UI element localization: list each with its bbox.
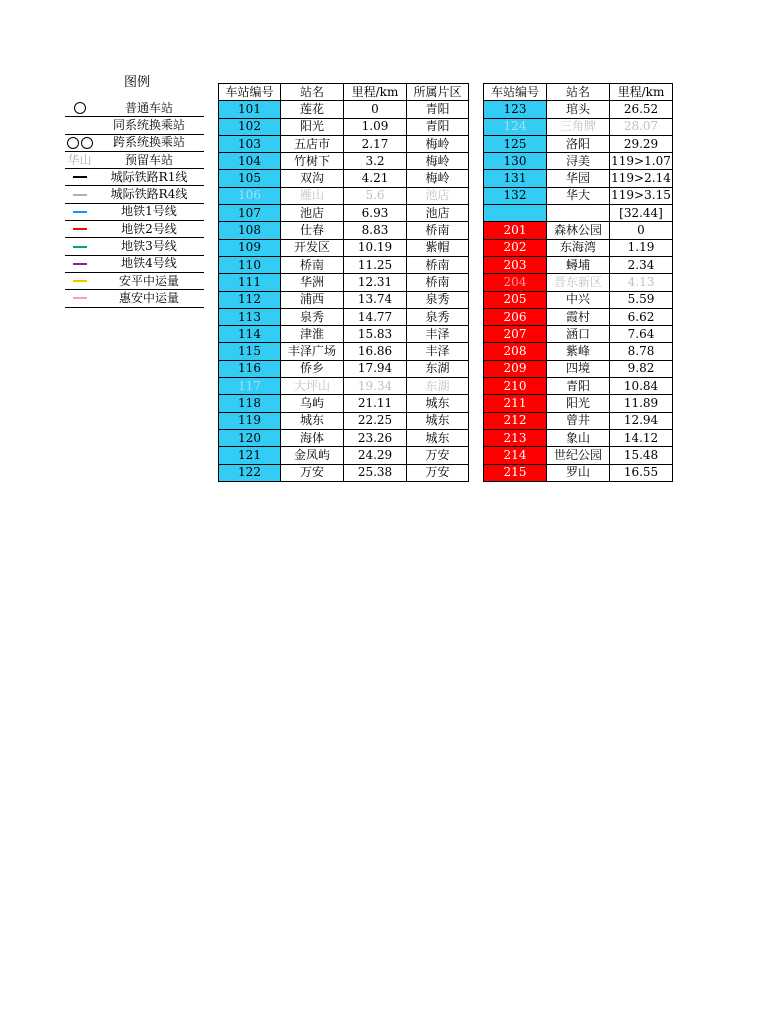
station-name-cell: 金凤屿 xyxy=(281,447,344,464)
station-name-cell: 城东 xyxy=(281,412,344,429)
station-id-cell: 208 xyxy=(484,343,547,360)
mileage-cell: 17.94 xyxy=(344,360,407,377)
station-name-cell: 华洲 xyxy=(281,274,344,291)
legend-row xyxy=(65,186,204,203)
district-cell: 东湖 xyxy=(407,360,469,377)
station-name-cell: 世纪公园 xyxy=(547,447,610,464)
station-id-cell: 205 xyxy=(484,291,547,308)
mileage-cell: 10.84 xyxy=(610,378,673,395)
table-row xyxy=(484,256,673,273)
table-row xyxy=(484,447,673,464)
table-row xyxy=(219,187,469,204)
legend-row xyxy=(65,134,204,151)
mileage-cell: 5.59 xyxy=(610,291,673,308)
station-name-cell: 仕春 xyxy=(281,222,344,239)
mileage-cell: 14.12 xyxy=(610,429,673,446)
station-name-cell: 泉秀 xyxy=(281,308,344,325)
legend-symbol xyxy=(65,100,94,117)
station-id-cell: 207 xyxy=(484,326,547,343)
table-row xyxy=(219,274,469,291)
mileage-cell: 119>1.07 xyxy=(610,153,673,170)
district-cell: 泉秀 xyxy=(407,291,469,308)
table-row xyxy=(219,239,469,256)
legend-table xyxy=(65,100,204,308)
mileage-cell: 7.64 xyxy=(610,326,673,343)
station-name-cell: 象山 xyxy=(547,429,610,446)
table-row xyxy=(219,343,469,360)
station-id-cell: 115 xyxy=(219,343,281,360)
station-name-cell: 大坪山 xyxy=(281,378,344,395)
legend-symbol xyxy=(65,169,94,186)
station-id-cell: 102 xyxy=(219,118,281,135)
mileage-cell: 2.34 xyxy=(610,256,673,273)
station-name-cell: 霞村 xyxy=(547,308,610,325)
mileage-cell: 10.19 xyxy=(344,239,407,256)
district-cell: 城东 xyxy=(407,395,469,412)
mileage-cell: 22.25 xyxy=(344,412,407,429)
table-row xyxy=(484,343,673,360)
table-row xyxy=(219,464,469,481)
line-color-icon xyxy=(73,297,87,299)
district-cell: 桥南 xyxy=(407,274,469,291)
table-row xyxy=(219,256,469,273)
station-circle-icon xyxy=(67,137,79,149)
station-name-cell: 琯头 xyxy=(547,101,610,118)
legend-label: 同系统换乘站 xyxy=(94,117,204,134)
line-color-icon xyxy=(73,246,87,248)
table-row xyxy=(219,291,469,308)
legend-label: 普通车站 xyxy=(94,100,204,117)
station-name-cell: 紫峰 xyxy=(547,343,610,360)
station-name-cell: 阳光 xyxy=(547,395,610,412)
table-row xyxy=(484,222,673,239)
table-row xyxy=(484,118,673,135)
legend-symbol xyxy=(65,203,94,220)
station-id-cell: 131 xyxy=(484,170,547,187)
mileage-cell: [32.44] xyxy=(610,205,673,222)
table-row xyxy=(484,464,673,481)
legend-label: 安平中运量 xyxy=(94,272,204,289)
mileage-cell: 1.09 xyxy=(344,118,407,135)
station-id-cell: 110 xyxy=(219,256,281,273)
station-id-cell: 201 xyxy=(484,222,547,239)
district-cell: 池店 xyxy=(407,187,469,204)
header-station-id: 车站编号 xyxy=(484,84,547,101)
station-name-cell: 四境 xyxy=(547,360,610,377)
station-id-cell: 119 xyxy=(219,412,281,429)
station-id-cell: 209 xyxy=(484,360,547,377)
table-row xyxy=(484,412,673,429)
district-cell: 泉秀 xyxy=(407,308,469,325)
station-id-cell: 122 xyxy=(219,464,281,481)
station-id-cell: 213 xyxy=(484,429,547,446)
mileage-cell: 16.55 xyxy=(610,464,673,481)
district-cell: 桥南 xyxy=(407,222,469,239)
legend-symbol xyxy=(65,255,94,272)
legend-label: 地铁4号线 xyxy=(94,255,204,272)
mileage-cell: 8.83 xyxy=(344,222,407,239)
station-id-cell: 101 xyxy=(219,101,281,118)
mileage-cell: 19.34 xyxy=(344,378,407,395)
table1-header-row xyxy=(219,84,469,101)
legend-row xyxy=(65,221,204,238)
table-row xyxy=(219,101,469,118)
station-name-cell: 雁山 xyxy=(281,187,344,204)
legend-symbol xyxy=(65,290,94,307)
table-row xyxy=(219,326,469,343)
mileage-cell: 26.52 xyxy=(610,101,673,118)
table-row xyxy=(219,135,469,152)
legend-row xyxy=(65,290,204,307)
station-name-cell: 三角牌 xyxy=(547,118,610,135)
station-name-cell: 开发区 xyxy=(281,239,344,256)
station-name-cell: 晋东新区 xyxy=(547,274,610,291)
mileage-cell: 11.89 xyxy=(610,395,673,412)
district-cell: 紫帽 xyxy=(407,239,469,256)
district-cell: 青阳 xyxy=(407,101,469,118)
legend-label: 城际铁路R1线 xyxy=(94,169,204,186)
station-id-cell: 124 xyxy=(484,118,547,135)
station-id-cell: 202 xyxy=(484,239,547,256)
table-row xyxy=(219,412,469,429)
station-id-cell: 108 xyxy=(219,222,281,239)
mileage-cell: 4.13 xyxy=(610,274,673,291)
mileage-cell: 11.25 xyxy=(344,256,407,273)
station-id-cell: 111 xyxy=(219,274,281,291)
table-row xyxy=(484,395,673,412)
station-id-cell: 118 xyxy=(219,395,281,412)
station-name-cell: 东海湾 xyxy=(547,239,610,256)
table-row xyxy=(219,395,469,412)
station-id-cell: 212 xyxy=(484,412,547,429)
mileage-cell: 16.86 xyxy=(344,343,407,360)
station-id-cell: 112 xyxy=(219,291,281,308)
legend-symbol xyxy=(65,238,94,255)
table-row xyxy=(484,101,673,118)
station-name-cell: 曾井 xyxy=(547,412,610,429)
legend-row xyxy=(65,238,204,255)
station-name-cell: 桥南 xyxy=(281,256,344,273)
legend-label: 惠安中运量 xyxy=(94,290,204,307)
station-name-cell: 华大 xyxy=(547,187,610,204)
station-name-cell: 竹树下 xyxy=(281,153,344,170)
table-row xyxy=(219,378,469,395)
table-row xyxy=(484,291,673,308)
station-table-line1-line2 xyxy=(483,83,673,482)
mileage-cell: 0 xyxy=(610,222,673,239)
legend-symbol xyxy=(65,186,94,203)
station-id-cell xyxy=(484,205,547,222)
mileage-cell: 14.77 xyxy=(344,308,407,325)
legend-label: 地铁3号线 xyxy=(94,238,204,255)
mileage-cell: 24.29 xyxy=(344,447,407,464)
reserved-station-sample: 华山 xyxy=(67,152,92,167)
station-id-cell: 109 xyxy=(219,239,281,256)
legend-symbol xyxy=(65,221,94,238)
table-row xyxy=(219,118,469,135)
station-id-cell: 107 xyxy=(219,205,281,222)
table-row xyxy=(484,239,673,256)
station-name-cell: 双沟 xyxy=(281,170,344,187)
station-name-cell: 池店 xyxy=(281,205,344,222)
mileage-cell: 3.2 xyxy=(344,153,407,170)
station-id-cell: 132 xyxy=(484,187,547,204)
mileage-cell: 9.82 xyxy=(610,360,673,377)
legend-row xyxy=(65,151,204,168)
station-name-cell: 华园 xyxy=(547,170,610,187)
legend-row xyxy=(65,203,204,220)
station-id-cell: 116 xyxy=(219,360,281,377)
legend-label: 预留车站 xyxy=(94,151,204,168)
station-id-cell: 103 xyxy=(219,135,281,152)
table-row xyxy=(484,326,673,343)
legend-label: 跨系统换乘站 xyxy=(94,134,204,151)
district-cell: 丰泽 xyxy=(407,343,469,360)
line-color-icon xyxy=(73,263,87,265)
station-name-cell: 丰泽广场 xyxy=(281,343,344,360)
table-row xyxy=(484,429,673,446)
legend-symbol xyxy=(65,134,94,151)
station-name-cell: 森林公园 xyxy=(547,222,610,239)
district-cell: 城东 xyxy=(407,412,469,429)
line-color-icon xyxy=(73,211,87,213)
table-row xyxy=(484,308,673,325)
station-name-cell xyxy=(547,205,610,222)
station-name-cell: 万安 xyxy=(281,464,344,481)
station-id-cell: 211 xyxy=(484,395,547,412)
station-id-cell: 114 xyxy=(219,326,281,343)
station-id-cell: 123 xyxy=(484,101,547,118)
legend-symbol xyxy=(65,117,94,134)
table-row xyxy=(484,135,673,152)
station-table-line1 xyxy=(218,83,469,482)
station-name-cell: 浔美 xyxy=(547,153,610,170)
table-row xyxy=(484,187,673,204)
district-cell: 丰泽 xyxy=(407,326,469,343)
legend-label: 地铁1号线 xyxy=(94,203,204,220)
line-color-icon xyxy=(73,228,87,230)
legend-symbol xyxy=(65,272,94,289)
station-name-cell: 莲花 xyxy=(281,101,344,118)
district-cell: 青阳 xyxy=(407,118,469,135)
station-id-cell: 104 xyxy=(219,153,281,170)
table-row xyxy=(484,153,673,170)
table-row xyxy=(219,205,469,222)
header-station-name: 站名 xyxy=(281,84,344,101)
line-color-icon xyxy=(73,176,87,178)
station-name-cell: 涵口 xyxy=(547,326,610,343)
table-row xyxy=(219,222,469,239)
district-cell: 万安 xyxy=(407,464,469,481)
mileage-cell: 15.83 xyxy=(344,326,407,343)
table-row xyxy=(219,360,469,377)
station-id-cell: 121 xyxy=(219,447,281,464)
mileage-cell: 28.07 xyxy=(610,118,673,135)
mileage-cell: 4.21 xyxy=(344,170,407,187)
mileage-cell: 23.26 xyxy=(344,429,407,446)
table-row xyxy=(484,170,673,187)
table-row xyxy=(484,205,673,222)
mileage-cell: 8.78 xyxy=(610,343,673,360)
mileage-cell: 1.19 xyxy=(610,239,673,256)
station-name-cell: 五店市 xyxy=(281,135,344,152)
legend-row xyxy=(65,272,204,289)
table2-header-row xyxy=(484,84,673,101)
legend-row xyxy=(65,117,204,134)
legend-label: 城际铁路R4线 xyxy=(94,186,204,203)
district-cell: 梅岭 xyxy=(407,135,469,152)
legend-body xyxy=(65,100,204,307)
mileage-cell: 12.94 xyxy=(610,412,673,429)
header-station-name: 站名 xyxy=(547,84,610,101)
station-circle-icon xyxy=(81,137,93,149)
legend-title: 图例 xyxy=(123,75,150,90)
header-mileage: 里程/km xyxy=(344,84,407,101)
station-name-cell: 侨乡 xyxy=(281,360,344,377)
mileage-cell: 5.6 xyxy=(344,187,407,204)
station-id-cell: 113 xyxy=(219,308,281,325)
station-name-cell: 海体 xyxy=(281,429,344,446)
header-mileage: 里程/km xyxy=(610,84,673,101)
station-name-cell: 洛阳 xyxy=(547,135,610,152)
legend-symbol xyxy=(65,151,94,168)
table-row xyxy=(219,308,469,325)
station-name-cell: 阳光 xyxy=(281,118,344,135)
station-name-cell: 罗山 xyxy=(547,464,610,481)
station-id-cell: 105 xyxy=(219,170,281,187)
header-station-id: 车站编号 xyxy=(219,84,281,101)
district-cell: 梅岭 xyxy=(407,153,469,170)
station-name-cell: 乌屿 xyxy=(281,395,344,412)
station-id-cell: 120 xyxy=(219,429,281,446)
district-cell: 东湖 xyxy=(407,378,469,395)
legend-row xyxy=(65,255,204,272)
station-name-cell: 中兴 xyxy=(547,291,610,308)
legend-row xyxy=(65,169,204,186)
district-cell: 万安 xyxy=(407,447,469,464)
table-row xyxy=(484,360,673,377)
table-row xyxy=(484,378,673,395)
mileage-cell: 21.11 xyxy=(344,395,407,412)
station-id-cell: 203 xyxy=(484,256,547,273)
district-cell: 梅岭 xyxy=(407,170,469,187)
line-color-icon xyxy=(73,280,87,282)
table2-body xyxy=(484,101,673,482)
table-row xyxy=(219,429,469,446)
station-circle-icon xyxy=(74,102,86,114)
mileage-cell: 119>3.15 xyxy=(610,187,673,204)
station-name-cell: 浦西 xyxy=(281,291,344,308)
mileage-cell: 119>2.14 xyxy=(610,170,673,187)
legend-row xyxy=(65,100,204,117)
station-id-cell: 214 xyxy=(484,447,547,464)
mileage-cell: 2.17 xyxy=(344,135,407,152)
mileage-cell: 0 xyxy=(344,101,407,118)
station-id-cell: 206 xyxy=(484,308,547,325)
station-id-cell: 204 xyxy=(484,274,547,291)
district-cell: 桥南 xyxy=(407,256,469,273)
table-row xyxy=(219,170,469,187)
station-id-cell: 117 xyxy=(219,378,281,395)
mileage-cell: 6.62 xyxy=(610,308,673,325)
station-id-cell: 210 xyxy=(484,378,547,395)
station-name-cell: 蟳埔 xyxy=(547,256,610,273)
mileage-cell: 13.74 xyxy=(344,291,407,308)
mileage-cell: 25.38 xyxy=(344,464,407,481)
header-district: 所属片区 xyxy=(407,84,469,101)
district-cell: 城东 xyxy=(407,429,469,446)
mileage-cell: 6.93 xyxy=(344,205,407,222)
station-name-cell: 津淮 xyxy=(281,326,344,343)
table-row xyxy=(484,274,673,291)
mileage-cell: 12.31 xyxy=(344,274,407,291)
legend-label: 地铁2号线 xyxy=(94,221,204,238)
table1-body xyxy=(219,101,469,482)
table-row xyxy=(219,447,469,464)
station-name-cell: 青阳 xyxy=(547,378,610,395)
line-color-icon xyxy=(73,194,87,196)
mileage-cell: 29.29 xyxy=(610,135,673,152)
district-cell: 池店 xyxy=(407,205,469,222)
table-row xyxy=(219,153,469,170)
mileage-cell: 15.48 xyxy=(610,447,673,464)
station-id-cell: 125 xyxy=(484,135,547,152)
station-id-cell: 215 xyxy=(484,464,547,481)
station-id-cell: 106 xyxy=(219,187,281,204)
station-id-cell: 130 xyxy=(484,153,547,170)
